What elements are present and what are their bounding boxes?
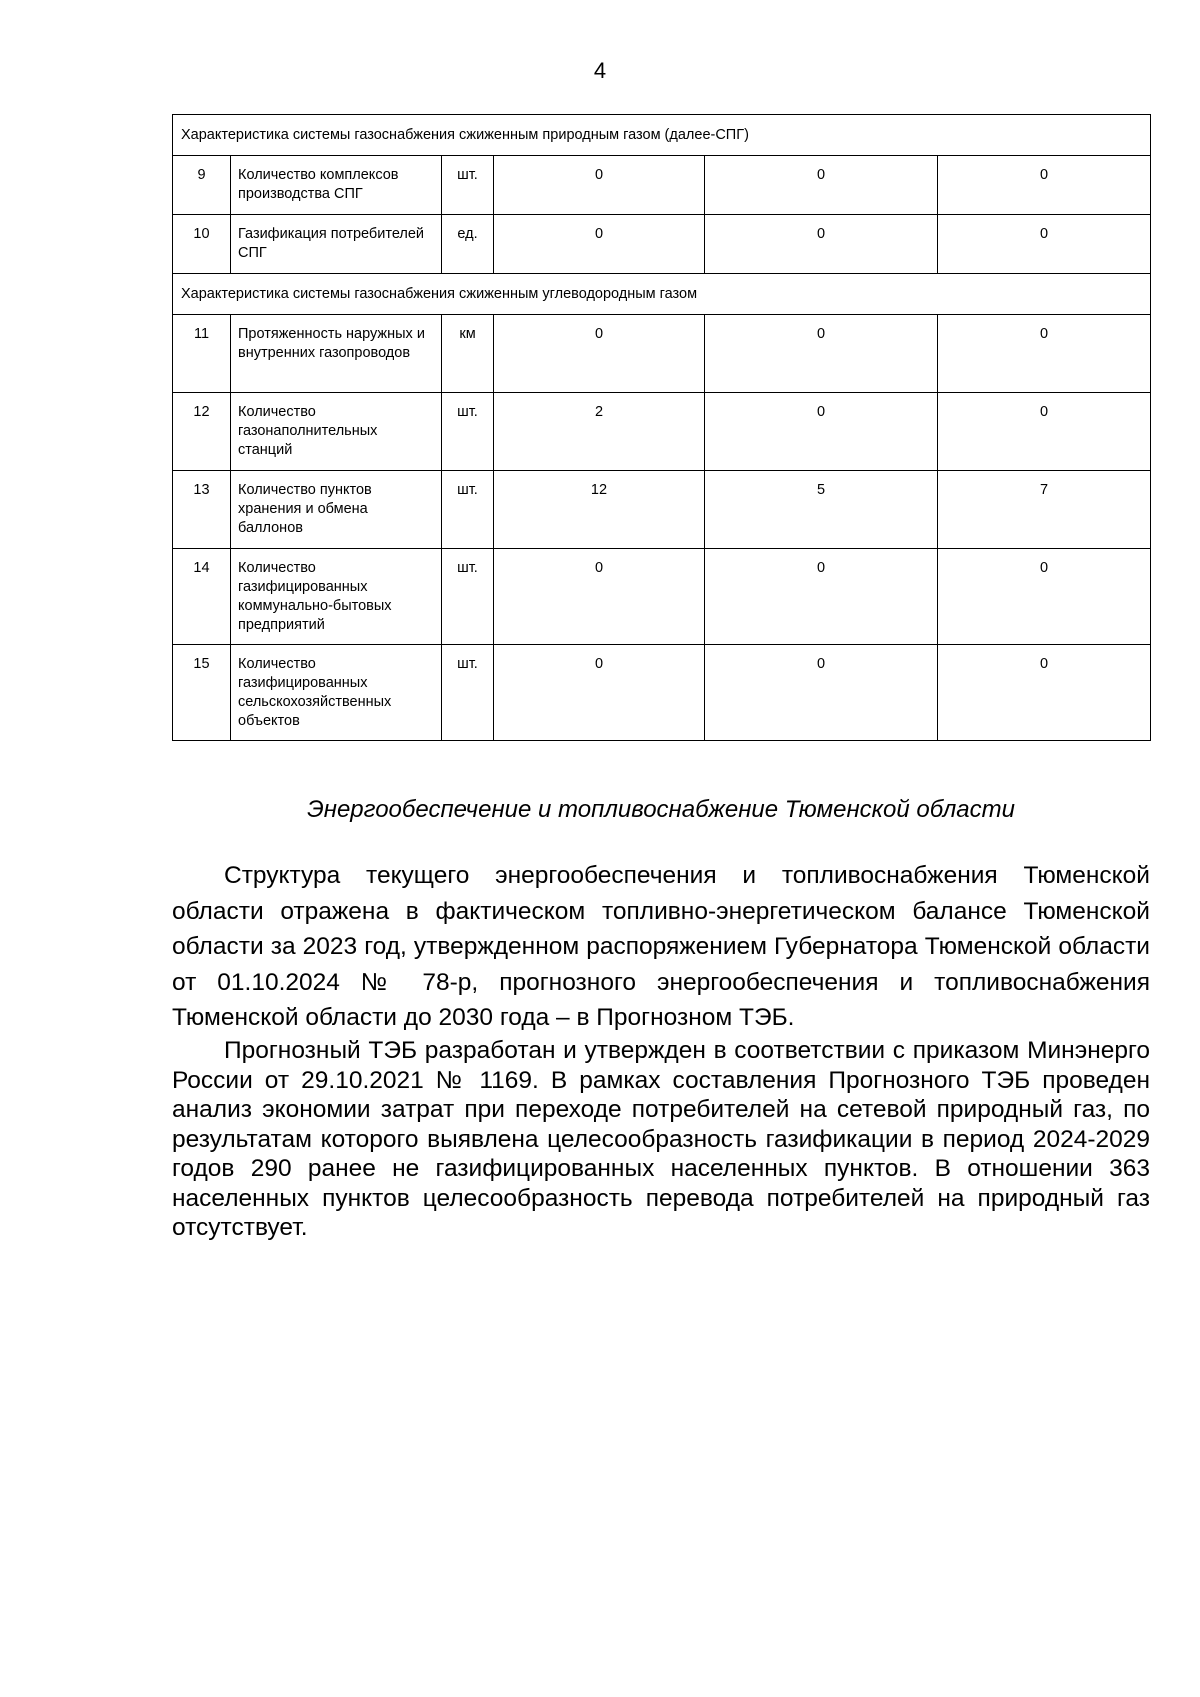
row-value-1: 0 xyxy=(494,156,705,215)
row-indicator: Количество газифицированных коммунально-бытовых предприятий xyxy=(231,549,442,645)
row-value-1: 12 xyxy=(494,471,705,549)
row-indicator: Количество пунктов хранения и обмена баллонов xyxy=(231,471,442,549)
row-indicator: Количество газонаполнительных станций xyxy=(231,393,442,471)
row-value-2: 0 xyxy=(705,549,938,645)
row-value-3: 0 xyxy=(938,215,1151,274)
row-value-1: 2 xyxy=(494,393,705,471)
section-header-row xyxy=(173,115,1151,156)
row-value-1: 0 xyxy=(494,215,705,274)
row-number: 9 xyxy=(173,156,231,215)
body-paragraph: Прогнозный ТЭБ разработан и утвержден в соответствии с приказом Минэнерго России от 29.10.2021 № 1169. В рамках составления Прогнозного ТЭБ проведен анализ экономии затрат при переходе потребителей на сетевой природный газ, по результатам которого выявлена целесообразность газификации в период 2024-2029 годов 290 ранее не газифицированных населенных пунктов. В отношении 363 населенных пунктов целесообразность перевода потребителей на природный газ отсутствует. xyxy=(172,1037,1150,1241)
row-unit: шт. xyxy=(442,645,494,741)
row-unit: шт. xyxy=(442,549,494,645)
table-row xyxy=(173,315,1151,393)
section-title: Характеристика системы газоснабжения сжиженным природным газом (далее-СПГ) xyxy=(173,115,1151,156)
row-value-3: 7 xyxy=(938,471,1151,549)
row-unit: шт. xyxy=(442,156,494,215)
row-value-2: 0 xyxy=(705,645,938,741)
table-row xyxy=(173,393,1151,471)
row-number: 13 xyxy=(173,471,231,549)
row-value-2: 5 xyxy=(705,471,938,549)
row-value-3: 0 xyxy=(938,393,1151,471)
row-value-1: 0 xyxy=(494,549,705,645)
row-number: 10 xyxy=(173,215,231,274)
row-value-3: 0 xyxy=(938,156,1151,215)
row-unit: км xyxy=(442,315,494,393)
row-indicator: Количество комплексов производства СПГ xyxy=(231,156,442,215)
table-row xyxy=(173,471,1151,549)
gas-supply-table xyxy=(172,114,1151,741)
table-row xyxy=(173,156,1151,215)
row-value-3: 0 xyxy=(938,645,1151,741)
row-unit: ед. xyxy=(442,215,494,274)
section-title: Характеристика системы газоснабжения сжиженным углеводородным газом xyxy=(173,274,1151,315)
row-value-1: 0 xyxy=(494,315,705,393)
table-row xyxy=(173,549,1151,645)
page-number: 4 xyxy=(593,58,607,83)
table-row xyxy=(173,215,1151,274)
body-paragraph: Структура текущего энергообеспечения и топливоснабжения Тюменской области отражена в фактическом топливно-энергетическом балансе Тюменской области за 2023 год, утвержденном распоряжением Губернатора Тюменской области от 01.10.2024 № 78-р, прогнозного энергообеспечения и топливоснабжения Тюменской области до 2030 года – в Прогнозном ТЭБ. xyxy=(172,862,1150,1031)
row-indicator: Газификация потребителей СПГ xyxy=(231,215,442,274)
row-value-1: 0 xyxy=(494,645,705,741)
row-indicator: Количество газифицированных сельскохозяйственных объектов xyxy=(231,645,442,741)
row-number: 14 xyxy=(173,549,231,645)
row-number: 15 xyxy=(173,645,231,741)
row-value-2: 0 xyxy=(705,315,938,393)
row-number: 12 xyxy=(173,393,231,471)
row-value-2: 0 xyxy=(705,215,938,274)
row-value-2: 0 xyxy=(705,156,938,215)
table-row xyxy=(173,645,1151,741)
section-header-row xyxy=(173,274,1151,315)
section-heading: Энергообеспечение и топливоснабжение Тюменской области xyxy=(307,796,1015,823)
row-indicator: Протяженность наружных и внутренних газопроводов xyxy=(231,315,442,393)
row-number: 11 xyxy=(173,315,231,393)
row-unit: шт. xyxy=(442,471,494,549)
row-value-2: 0 xyxy=(705,393,938,471)
row-value-3: 0 xyxy=(938,549,1151,645)
row-unit: шт. xyxy=(442,393,494,471)
row-value-3: 0 xyxy=(938,315,1151,393)
